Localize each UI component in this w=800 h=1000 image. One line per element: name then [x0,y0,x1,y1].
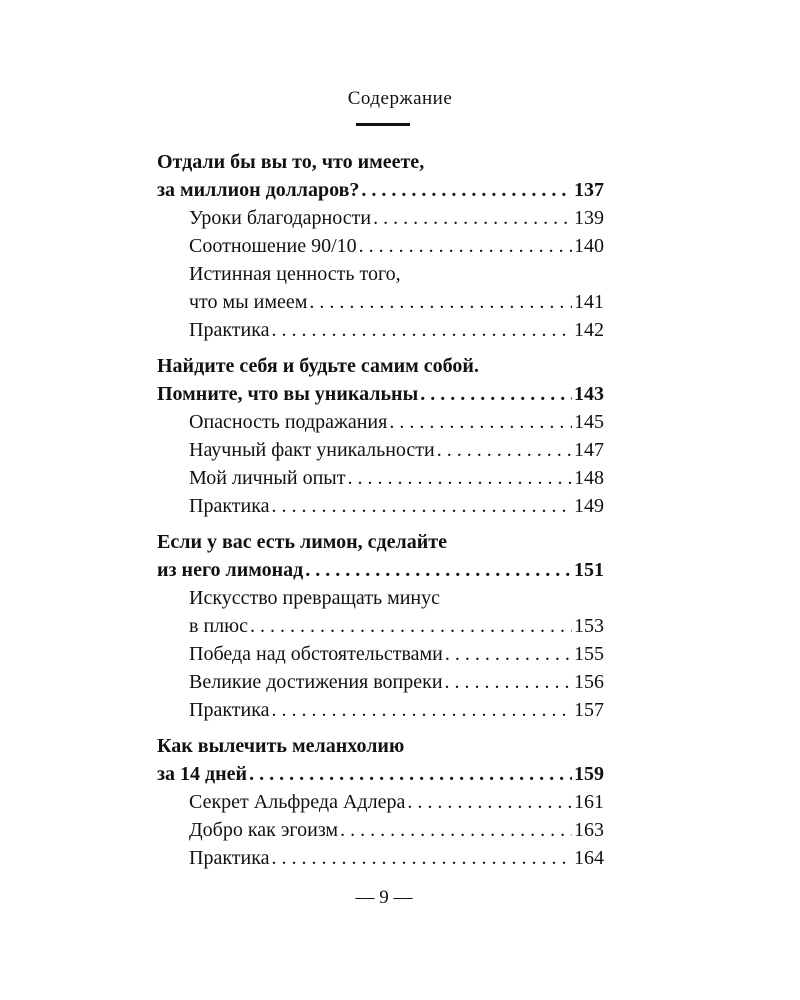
toc-section [157,732,604,872]
subsection-entry [157,204,604,232]
subsection-entry-text: Великие достижения вопреки [189,671,443,693]
subsection-entry-text: Практика [189,847,270,869]
subsection-entry-page-number: 141 [574,291,604,313]
dot-leader [437,436,572,464]
subsection-entry [157,668,604,696]
subsection-entry-page-number: 140 [574,235,604,257]
chapter-title-text: Как вылечить меланхолию [157,735,405,757]
subsection-entry-text: Практика [189,495,270,517]
dot-leader [272,696,572,724]
dot-leader [389,408,572,436]
chapter-title-text: Помните, что вы уникальны [157,383,419,405]
header-rule [356,123,410,126]
subsection-entry [157,612,604,640]
subsection-entry-page-number: 161 [574,791,604,813]
toc-section [157,352,604,520]
toc-section [157,528,604,724]
chapter-title [157,380,604,408]
subsection-entry-text: Мой личный опыт [189,467,346,489]
chapter-title-text: Найдите себя и будьте самим собой. [157,355,479,377]
subsection-entry-page-number: 139 [574,207,604,229]
chapter-title-text: Если у вас есть лимон, сделайте [157,531,447,553]
subsection-entry [157,788,604,816]
subsection-entry [157,640,604,668]
dot-leader [445,668,572,696]
subsection-entry-text: Научный факт уникальности [189,439,435,461]
subsection-entry-page-number: 142 [574,319,604,341]
subsection-entry [157,408,604,436]
dot-leader [305,556,572,584]
subsection-entry-text: Уроки благодарности [189,207,372,229]
chapter-title [157,556,604,584]
chapter-title-text: Отдали бы вы то, что имеете, [157,151,425,173]
subsection-entry [157,584,604,612]
subsection-entry-text: Истинная ценность того, [189,263,401,285]
subsection-entry-page-number: 147 [574,439,604,461]
subsection-entry [157,436,604,464]
dot-leader [347,464,572,492]
subsection-entry-page-number: 145 [574,411,604,433]
subsection-entry-text: что мы имеем [189,291,308,313]
subsection-entry [157,232,604,260]
dot-leader [407,788,572,816]
subsection-entry-page-number: 155 [574,643,604,665]
subsection-entry-page-number: 148 [574,467,604,489]
subsection-entry-text: Добро как эгоизм [189,819,339,841]
chapter-title-page-number: 151 [574,559,604,581]
subsection-entry-page-number: 163 [574,819,604,841]
page-header-title: Содержание [347,88,453,109]
subsection-entry-page-number: 156 [574,671,604,693]
subsection-entry-text: Победа над обстоятельствами [189,643,443,665]
subsection-entry [157,260,604,288]
dot-leader [250,612,572,640]
dot-leader [309,288,572,316]
chapter-title [157,176,604,204]
chapter-title [157,528,604,556]
subsection-entry-text: в плюс [189,615,248,637]
subsection-entry [157,316,604,344]
subsection-entry [157,844,604,872]
subsection-entry [157,288,604,316]
chapter-title [157,760,604,788]
subsection-entry-text: Практика [189,699,270,721]
subsection-entry-text: Практика [189,319,270,341]
toc-section [157,148,604,344]
chapter-title [157,732,604,760]
chapter-title [157,352,604,380]
dot-leader [272,316,572,344]
dot-leader [272,844,572,872]
chapter-title-text: за миллион долларов? [157,179,360,201]
chapter-title [157,148,604,176]
chapter-title-page-number: 159 [574,763,604,785]
subsection-entry [157,696,604,724]
dot-leader [359,232,572,260]
chapter-title-text: из него лимонад [157,559,304,581]
subsection-entry-text: Искусство превращать минус [189,587,441,609]
subsection-entry-page-number: 157 [574,699,604,721]
subsection-entry [157,492,604,520]
dot-leader [445,640,572,668]
subsection-entry-text: Секрет Альфреда Адлера [189,791,406,813]
dot-leader [373,204,572,232]
subsection-entry [157,464,604,492]
table-of-contents [157,148,604,880]
chapter-title-text: за 14 дней [157,763,248,785]
subsection-entry-page-number: 164 [574,847,604,869]
page-number: — 9 — [355,887,413,908]
dot-leader [420,380,572,408]
subsection-entry-text: Соотношение 90/10 [189,235,357,257]
subsection-entry-text: Опасность подражания [189,411,388,433]
dot-leader [340,816,572,844]
subsection-entry-page-number: 149 [574,495,604,517]
chapter-title-page-number: 137 [574,179,604,201]
dot-leader [272,492,572,520]
subsection-entry [157,816,604,844]
chapter-title-page-number: 143 [574,383,604,405]
subsection-entry-page-number: 153 [574,615,604,637]
dot-leader [361,176,572,204]
dot-leader [249,760,572,788]
